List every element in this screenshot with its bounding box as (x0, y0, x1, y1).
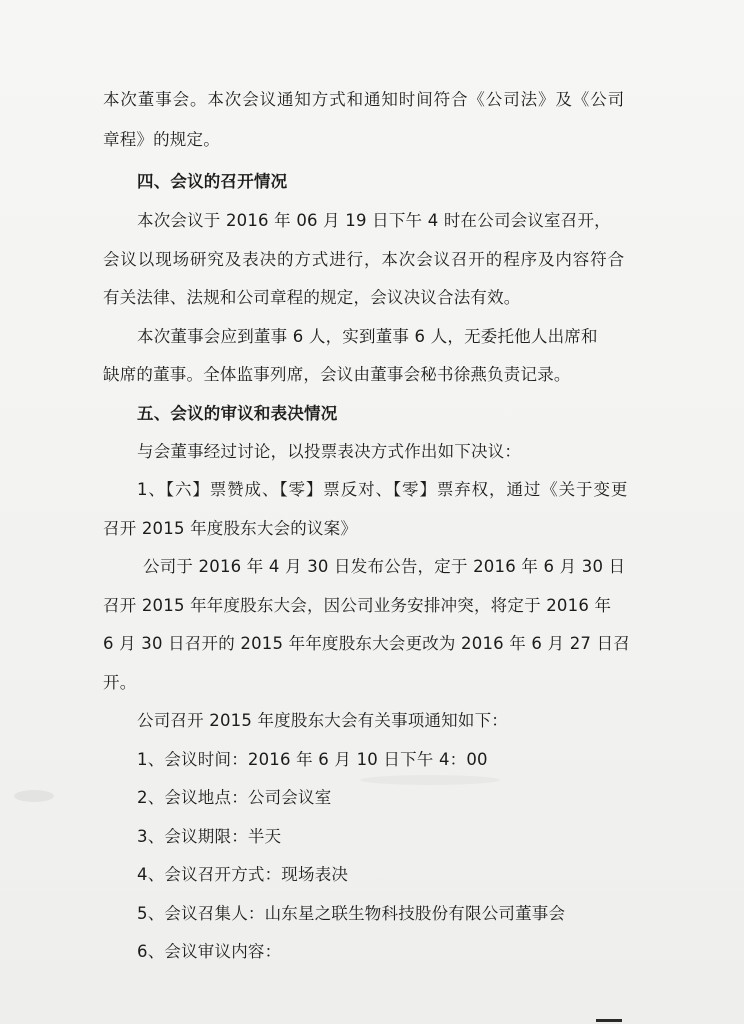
list-item: 1、会议时间：2016 年 6 月 10 日下午 4：00 (137, 750, 488, 769)
scan-smudge (14, 790, 54, 802)
scan-smudge (360, 775, 500, 785)
paragraph-line: 本次董事会。本次会议通知方式和通知时间符合《公司法》及《公司 (103, 90, 625, 109)
paragraph-line: 会议以现场研究及表决的方式进行，本次会议召开的程序及内容符合 (103, 250, 625, 269)
paragraph-line: 召开 2015 年年度股东大会，因公司业务安排冲突，将定于 2016 年 (103, 596, 612, 615)
scan-speck (596, 1019, 622, 1022)
paragraph-line: 本次董事会应到董事 6 人，实到董事 6 人，无委托他人出席和 (137, 327, 598, 346)
paragraph-line: 章程》的规定。 (103, 130, 220, 149)
paragraph-line: 与会董事经过讨论，以投票表决方式作出如下决议： (137, 442, 522, 461)
resolution-line: 召开 2015 年度股东大会的议案》 (103, 519, 358, 538)
paragraph-line: 公司召开 2015 年度股东大会有关事项通知如下： (137, 711, 508, 730)
section-heading: 四、会议的召开情况 (137, 172, 288, 191)
paragraph-line: 开。 (103, 673, 137, 692)
list-item: 6、会议审议内容： (137, 942, 282, 961)
paragraph-line: 缺席的董事。全体监事列席，会议由董事会秘书徐燕负责记录。 (103, 365, 571, 384)
paragraph-line: 公司于 2016 年 4 月 30 日发布公告，定于 2016 年 6 月 30 日 (143, 557, 626, 576)
list-item: 4、会议召开方式：现场表决 (137, 865, 349, 884)
list-item: 3、会议期限：半天 (137, 827, 282, 846)
resolution-line: 1、【六】票赞成、【零】票反对、【零】票弃权，通过《关于变更 (137, 480, 629, 499)
paragraph-line: 有关法律、法规和公司章程的规定，会议决议合法有效。 (103, 288, 521, 307)
paragraph-line: 6 月 30 日召开的 2015 年年度股东大会更改为 2016 年 6 月 27 日召 (103, 634, 630, 653)
list-item: 2、会议地点：公司会议室 (137, 788, 332, 807)
section-heading: 五、会议的审议和表决情况 (137, 404, 338, 423)
paragraph-line: 本次会议于 2016 年 06 月 19 日下午 4 时在公司会议室召开， (137, 211, 611, 230)
list-item: 5、会议召集人：山东星之联生物科技股份有限公司董事会 (137, 904, 566, 923)
